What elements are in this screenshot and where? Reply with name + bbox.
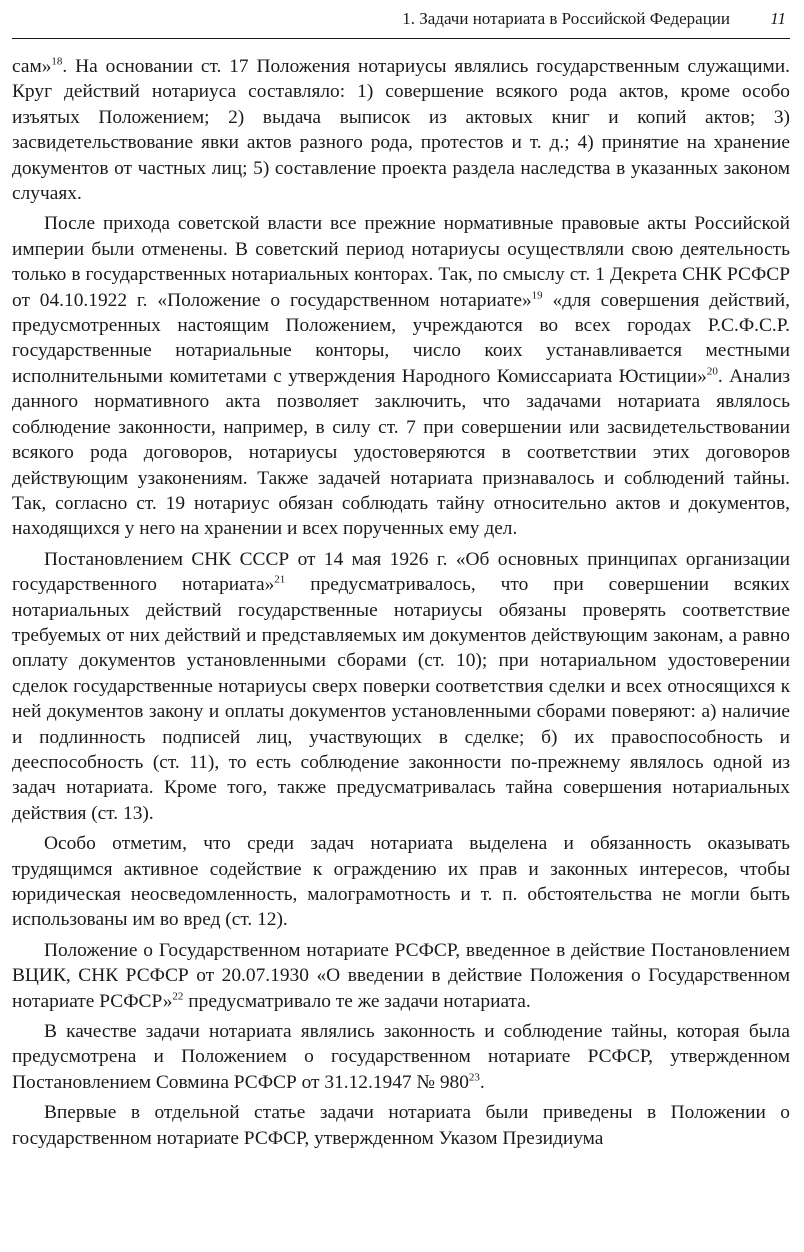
running-head [12,6,790,32]
footnote-ref: 19 [531,289,543,302]
body-text [12,54,790,1151]
text-run: После прихода советской власти все прежние нормативные правовые акты Российской империи были отменены. В советский период нотариусы осуществляли свою деятельность только в государственных нотариальных конторах. Так, по смыслу ст. 1 Декрета СНК РСФСР от 04.10.1922 г. «Положение о государственном нотариате» [12,213,790,311]
paragraph [12,547,790,826]
footnote-ref: 18 [51,55,63,68]
text-run: . На основании ст. 17 Положения нотариусы являлись государственным служащими. Круг действий нотариуса составляло: 1) совершение всякого рода актов, кроме особо изъятых Положением; 2) выдача выписок из актовых книг и копий актов; 3) засвидетельствование явки актов разного рода, протестов и т. д.; 4) принятие на хранение документов от частных лиц; 5) составление проекта раздела наследства в указанных законом случаях. [12,56,790,205]
paragraph [12,211,790,541]
text-run: . [479,1071,485,1093]
text-run: Впервые в отдельной статье задачи нотариата были приведены в Положении о государственном нотариате РСФСР, утвержденном Указом Президиума [12,1102,790,1149]
running-head-title: 1. Задачи нотариата в Российской Федерации [402,9,730,28]
paragraph [12,938,790,1014]
footnote-ref: 21 [274,573,286,586]
footnote-ref: 23 [468,1071,480,1084]
text-run: сам» [12,56,52,77]
paragraph [12,1019,790,1095]
text-run: Постановлением СНК СССР от 14 мая 1926 г. «Об основных принципах организации государственного нотариата» [12,548,790,596]
text-run: Особо отметим, что среди задач нотариата выделена и обязанность оказывать трудящимся активное содействие к ограждению их прав и законных интересов, чтобы юридическая неосведомленность, малограмотность и т. п. обстоятельства не могли быть использованы им во вред (ст. 12). [12,833,790,931]
footnote-ref: 20 [706,365,718,378]
text-run: В качестве задачи нотариата являлись законность и соблюдение тайны, которая была предусмотрена и Положением о государственном нотариате РСФСР, утвержденном Постановлением Совмина РСФСР от 31.12.1947 № 980 [12,1021,790,1093]
footnote-ref: 22 [172,990,184,1003]
text-run: «для совершения действий, предусмотренных настоящим Положением, учреждаются во всех городах Р.С.Ф.С.Р. государственные нотариальные конторы, число коих устанавливается местными исполнительными комитетами с утверждения Народного Комиссариата Юстиции» [12,289,790,387]
text-run: Положение о Государственном нотариате РСФСР, введенное в действие Постановлением ВЦИК, СНК РСФСР от 20.07.1930 «О введении в действие Положения о Государственном нотариате РСФСР» [12,939,790,1012]
header-rule [12,38,790,39]
page-number: 11 [770,9,786,28]
book-page [12,0,790,1252]
paragraph [12,54,790,206]
text-run: . Анализ данного нормативного акта позволяет заключить, что задачами нотариата являлось соблюдение законности, например, в силу ст. 7 при совершении или засвидетельствовании всякого рода договоров, нотариусы удостоверяются в соответствии этих договоров действующим узаконениям. Также задачей нотариата признавалось и соблюдений тайны. Так, согласно ст. 19 нотариус обязан соблюдать тайну относительно актов и документов, находящихся у него на хранении и всех порученных ему дел. [12,365,790,540]
paragraph [12,831,790,933]
paragraph [12,1100,790,1151]
text-run: предусматривалось, что при совершении всяких нотариальных действий государственные нотариусы обязаны проверять соответствие требуемых от них действий и представляемых им документов действующим законам, а равно оплату документов установленными сборами (ст. 10); при нотариальном удостоверении сделок государственные нотариусы сверх поверки соответствия сделки и всех относящихся к ней документов закону и оплаты документов установленными сборами поверяют: а) наличие и подлинность подписей лиц, участвующих в сделке; б) их правоспособность и дееспособность (ст. 11), то есть соблюдение законности по-прежнему являлось одной из задач нотариата. Кроме того, также предусматривалась тайна совершения нотариальных действия (ст. 13). [12,574,790,824]
text-run: предусматривало те же задачи нотариата. [183,990,531,1012]
